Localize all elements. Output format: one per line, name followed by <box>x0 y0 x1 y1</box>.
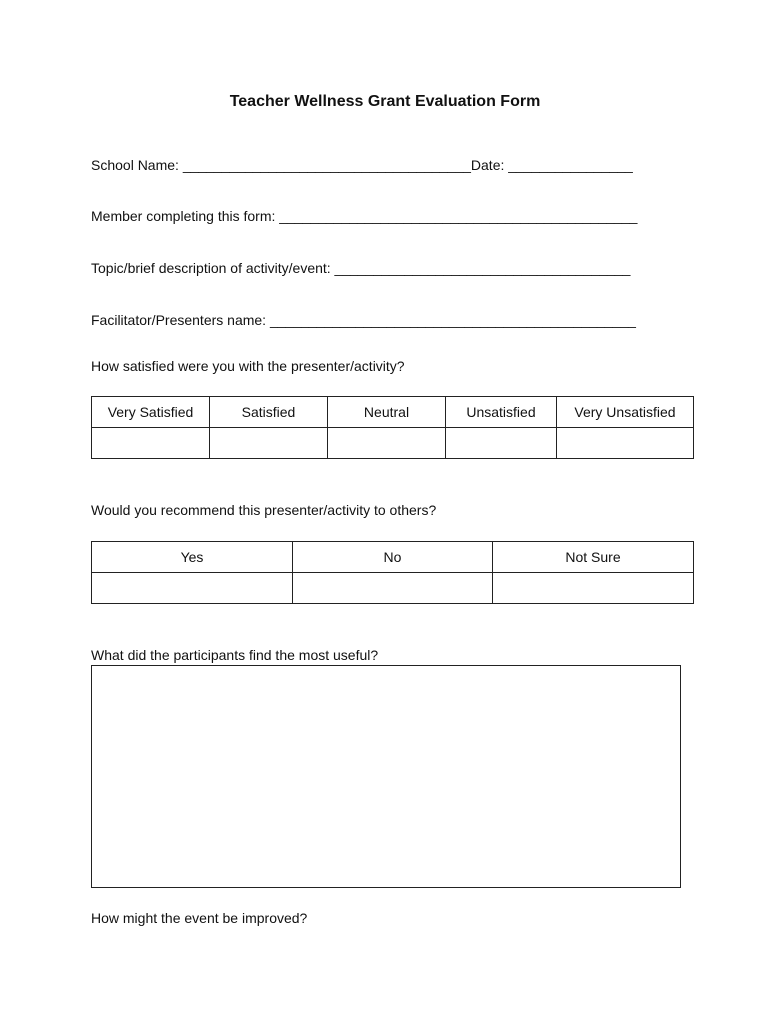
satisfaction-cell-very-unsatisfied[interactable] <box>557 428 694 459</box>
satisfaction-cell-satisfied[interactable] <box>210 428 328 459</box>
school-name-date-field[interactable]: School Name: _____________________________________Date: ________________ <box>91 157 633 173</box>
improved-question: How might the event be improved? <box>91 910 308 926</box>
useful-question: What did the participants find the most useful? <box>91 647 379 663</box>
recommend-option-not-sure: Not Sure <box>493 542 694 573</box>
satisfaction-cell-very-satisfied[interactable] <box>92 428 210 459</box>
satisfaction-option-very-satisfied: Very Satisfied <box>92 397 210 428</box>
page-title: Teacher Wellness Grant Evaluation Form <box>229 93 541 110</box>
satisfaction-cell-neutral[interactable] <box>328 428 446 459</box>
satisfaction-option-neutral: Neutral <box>328 397 446 428</box>
recommend-cell-yes[interactable] <box>92 573 293 604</box>
satisfaction-option-satisfied: Satisfied <box>210 397 328 428</box>
recommend-option-no: No <box>293 542 493 573</box>
useful-answer-box[interactable] <box>91 665 681 888</box>
satisfaction-table <box>91 396 694 459</box>
topic-field[interactable]: Topic/brief description of activity/event: ______________________________________ <box>91 260 631 276</box>
recommend-cell-not-sure[interactable] <box>493 573 694 604</box>
recommend-question: Would you recommend this presenter/activity to others? <box>91 502 437 518</box>
recommend-option-yes: Yes <box>92 542 293 573</box>
facilitator-field[interactable]: Facilitator/Presenters name: _______________________________________________ <box>91 312 636 328</box>
satisfaction-cell-unsatisfied[interactable] <box>446 428 557 459</box>
satisfaction-option-unsatisfied: Unsatisfied <box>446 397 557 428</box>
recommend-cell-no[interactable] <box>293 573 493 604</box>
member-field[interactable]: Member completing this form: ______________________________________________ <box>91 208 638 224</box>
satisfaction-question: How satisfied were you with the presenter/activity? <box>91 358 405 374</box>
recommend-table <box>91 541 694 604</box>
satisfaction-option-very-unsatisfied: Very Unsatisfied <box>557 397 694 428</box>
